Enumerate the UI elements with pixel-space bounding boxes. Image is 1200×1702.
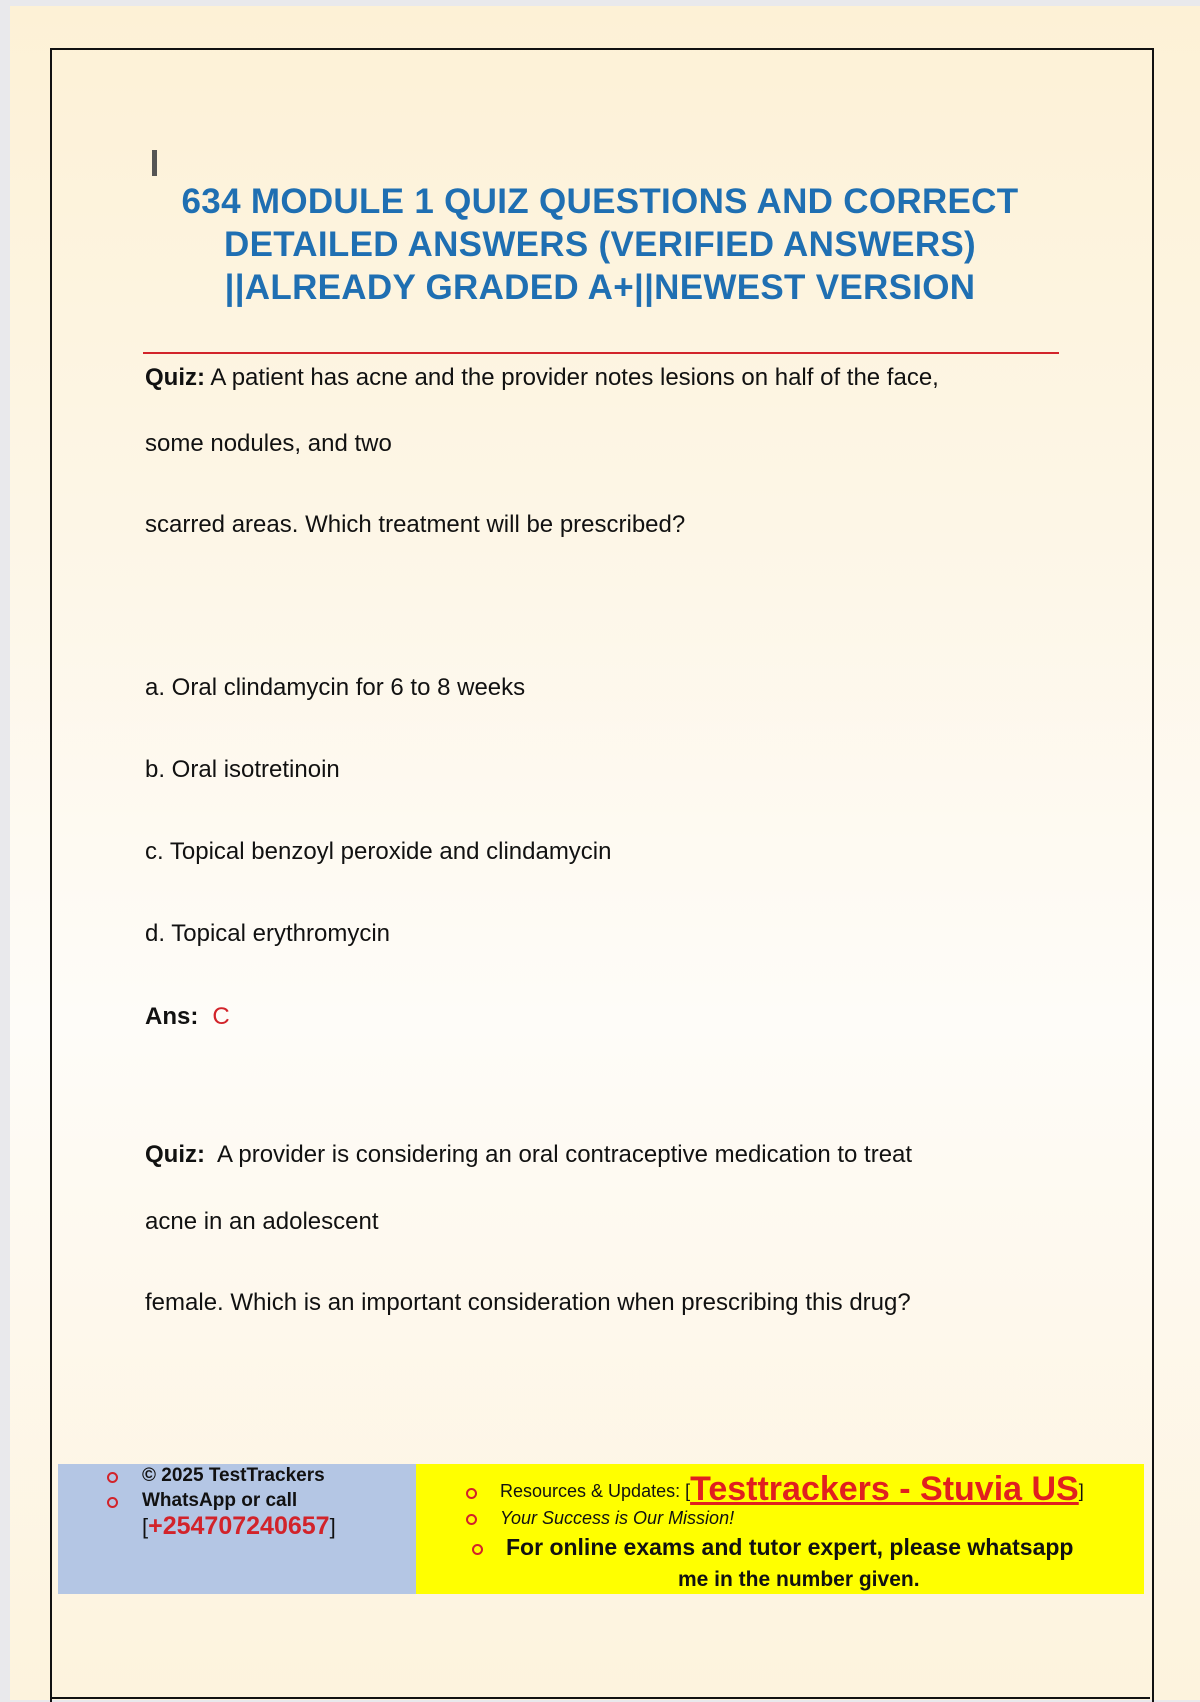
answer-value: C <box>212 1003 230 1030</box>
quiz1-line2: some nodules, and two <box>145 430 392 457</box>
footer-resources-line <box>500 1470 1084 1509</box>
title-divider <box>143 352 1059 354</box>
bullet-icon <box>107 1497 118 1508</box>
footer-whatsapp-label: WhatsApp or call <box>142 1490 298 1511</box>
footer-copyright: © 2025 TestTrackers <box>142 1465 325 1486</box>
answer-label: Ans: <box>145 1003 199 1030</box>
footer-promo-line2: me in the number given. <box>678 1568 920 1591</box>
quiz1-option-b: b. Oral isotretinoin <box>145 756 340 783</box>
footer-promo-line1: For online exams and tutor expert, please whatsapp <box>506 1534 1074 1560</box>
quiz1-option-a: a. Oral clindamycin for 6 to 8 weeks <box>145 674 526 701</box>
quiz2-label: Quiz: <box>145 1141 205 1168</box>
resources-label: Resources & Updates: [ <box>500 1481 691 1501</box>
bottom-border <box>52 1697 1150 1699</box>
quiz1-option-d: d. Topical erythromycin <box>145 920 390 947</box>
bullet-icon <box>107 1472 118 1483</box>
quiz2-line2: acne in an adolescent <box>145 1208 379 1235</box>
footer-phone[interactable]: +254707240657 <box>148 1512 330 1540</box>
quiz1-line3: scarred areas. Which treatment will be prescribed? <box>145 511 686 538</box>
bullet-icon <box>472 1544 483 1555</box>
quiz2-text1: A provider is considering an oral contraceptive medication to treat <box>217 1141 913 1168</box>
bullet-icon <box>466 1514 477 1525</box>
quiz1-text1: A patient has acne and the provider notes lesions on half of the face, <box>210 364 939 391</box>
quiz1-option-c: c. Topical benzoyl peroxide and clindamycin <box>145 838 612 865</box>
quiz2-line3: female. Which is an important consideration when prescribing this drug? <box>145 1289 911 1316</box>
quiz1-label: Quiz: <box>145 364 205 391</box>
quiz1-line1 <box>145 364 939 392</box>
bullet-icon <box>466 1488 477 1499</box>
footer-mission: Your Success is Our Mission! <box>500 1508 735 1528</box>
quiz2-line1 <box>145 1141 912 1169</box>
quiz1-answer <box>145 1003 230 1031</box>
text-cursor-mark <box>152 150 157 176</box>
stuvia-link[interactable]: Testtrackers - Stuvia US <box>690 1470 1079 1508</box>
document-title: 634 MODULE 1 QUIZ QUESTIONS AND CORRECT DETAILED ANSWERS (VERIFIED ANSWERS) ||ALREADY GRADED A+||NEWEST VERSION <box>181 182 1019 307</box>
footer-phone-line: [+254707240657] <box>142 1512 336 1540</box>
resources-close: ] <box>1078 1481 1084 1501</box>
